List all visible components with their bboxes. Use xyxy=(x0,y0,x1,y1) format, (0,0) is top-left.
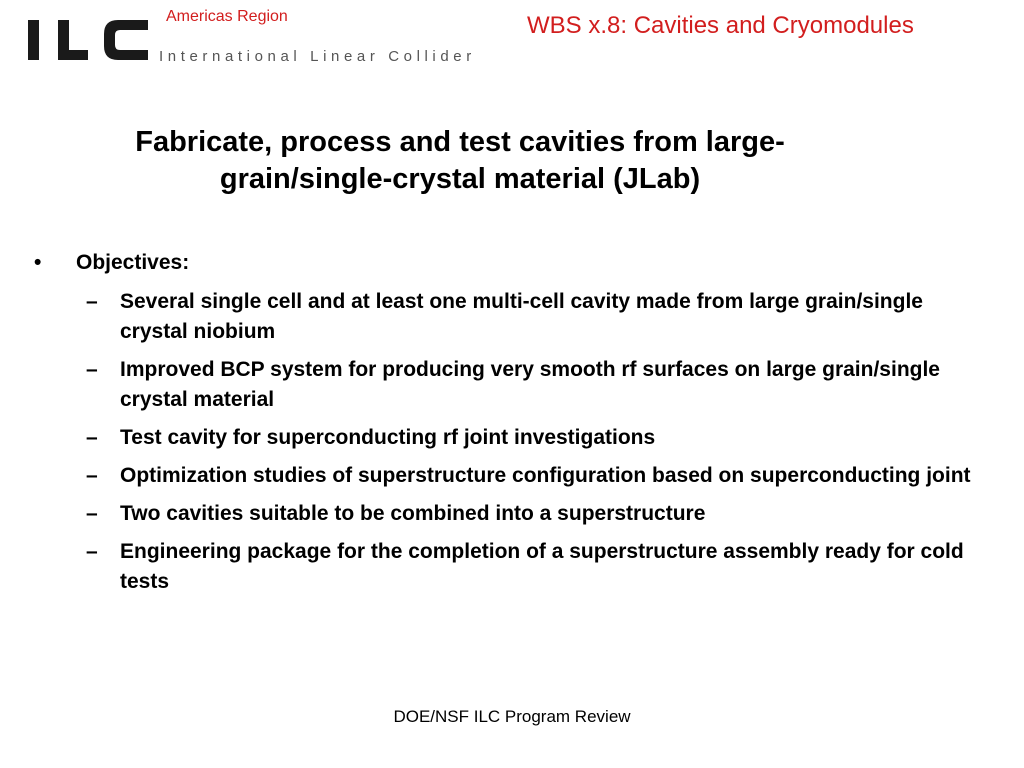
objective-item xyxy=(34,423,990,453)
footer-text: DOE/NSF ILC Program Review xyxy=(393,707,631,726)
bullet-icon: • xyxy=(34,251,42,274)
dash-icon: – xyxy=(86,464,98,487)
objective-item xyxy=(34,461,990,491)
objectives-bullet xyxy=(34,251,994,281)
dash-icon: – xyxy=(86,502,98,525)
ilc-logo-letters xyxy=(26,14,156,64)
objective-item xyxy=(34,355,990,415)
dash-icon: – xyxy=(86,426,98,449)
objectives-list xyxy=(34,287,994,597)
objective-text: Optimization studies of superstructure configuration based on superconducting joint xyxy=(120,464,971,487)
objectives-heading: Objectives: xyxy=(76,251,190,274)
slide-title xyxy=(60,124,860,198)
dash-icon: – xyxy=(86,290,98,313)
dash-icon: – xyxy=(86,540,98,563)
objective-text: Engineering package for the completion of a superstructure assembly ready for cold tests xyxy=(120,540,964,593)
slide-title-line-1: Fabricate, process and test cavities from large- xyxy=(135,126,785,158)
objective-item xyxy=(34,287,990,347)
wbs-title: WBS x.8: Cavities and Cryomodules xyxy=(527,12,914,39)
objective-item xyxy=(34,537,990,597)
slide-title-line-2: grain/single-crystal material (JLab) xyxy=(219,163,701,195)
objective-text: Improved BCP system for producing very smooth rf surfaces on large grain/single crystal material xyxy=(120,358,940,411)
dash-icon: – xyxy=(86,358,98,381)
region-label: Americas Region xyxy=(166,8,288,25)
objective-item xyxy=(34,499,990,529)
slide-body xyxy=(34,251,994,605)
objective-text: Test cavity for superconducting rf joint investigations xyxy=(120,426,656,449)
objective-text: Several single cell and at least one multi-cell cavity made from large grain/single crystal niobium xyxy=(120,290,923,343)
logo-subtitle: International Linear Collider xyxy=(159,48,476,65)
objective-text: Two cavities suitable to be combined into a superstructure xyxy=(120,502,706,525)
